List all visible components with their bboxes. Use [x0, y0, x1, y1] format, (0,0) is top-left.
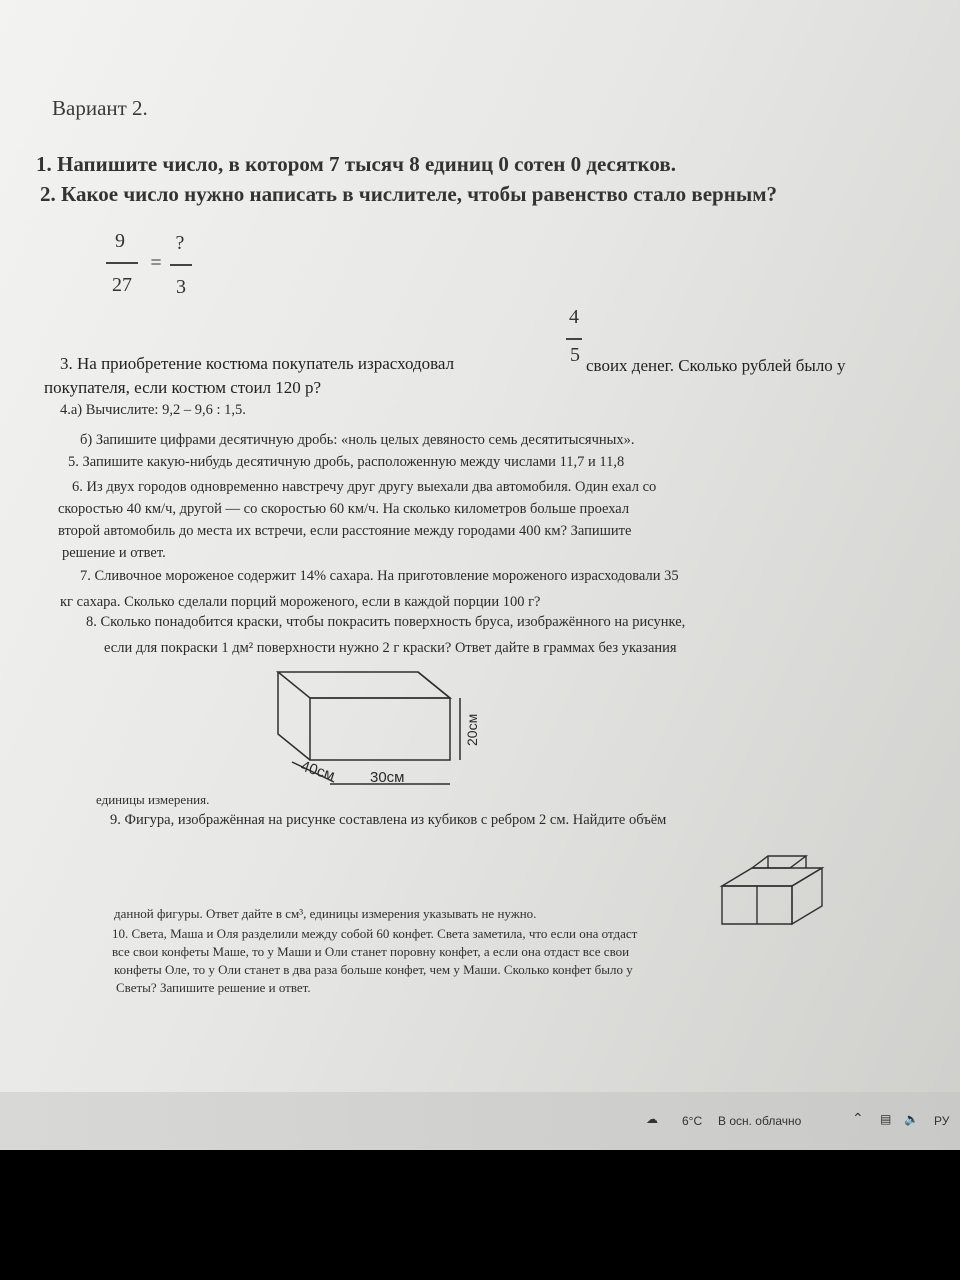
question-7-line1: 7. Сливочное мороженое содержит 14% сахара. На приготовление мороженого израсходовали 35	[80, 568, 679, 584]
q2-left-denominator: 27	[112, 274, 132, 296]
width-label: 30см	[370, 769, 405, 786]
question-3-part1: 3. На приобретение костюма покупатель израсходовал	[60, 354, 455, 373]
q2-equals-sign: =	[150, 252, 162, 274]
question-4b: б) Запишите цифрами десятичную дробь: «ноль целых девяносто семь десятитысячных».	[80, 432, 635, 448]
q2-right-fraction-bar	[170, 264, 192, 266]
temperature[interactable]: 6°C	[682, 1114, 703, 1128]
question-8-tail: единицы измерения.	[96, 792, 210, 807]
q2-right-numerator: ?	[175, 232, 185, 254]
question-10-line2: все свои конфеты Маше, то у Маши и Оли станет поровну конфет, а если она отдаст все свои	[112, 944, 630, 959]
question-10-line4: Светы? Запишите решение и ответ.	[116, 980, 311, 995]
q2-left-numerator: 9	[115, 230, 125, 252]
question-4a: 4.а) Вычислите: 9,2 – 9,6 : 1,5.	[60, 402, 246, 418]
box-front-face	[310, 698, 450, 760]
question-2: 2. Какое число нужно написать в числителе, чтобы равенство стало верным?	[40, 182, 778, 206]
question-6-line4: решение и ответ.	[62, 545, 166, 561]
taskbar	[0, 1092, 960, 1150]
question-1: 1. Напишите число, в котором 7 тысяч 8 единиц 0 сотен 0 десятков.	[36, 152, 676, 176]
top-cube-top	[752, 856, 806, 868]
variant-title: Вариант 2.	[52, 96, 148, 120]
q3-fraction-denominator: 5	[570, 344, 580, 366]
q9-cubes-figure	[716, 850, 826, 930]
cubes-side-face	[792, 868, 822, 924]
length-label: 40см	[298, 757, 337, 785]
box-top-face	[278, 672, 450, 698]
question-7-line2: кг сахара. Сколько сделали порций мороженого, если в каждой порции 100 г?	[60, 594, 541, 610]
question-8-line2: если для покраски 1 дм² поверхности нужно 2 г краски? Ответ дайте в граммах без указания	[104, 640, 677, 656]
q3-fraction-bar	[566, 338, 582, 340]
question-6-line2: скоростью 40 км/ч, другой — со скоростью 60 км/ч. На сколько километров больше проехал	[58, 501, 630, 517]
question-6-line3: второй автомобиль до места их встречи, если расстояние между городами 400 км? Запишите	[58, 523, 632, 539]
q8-box-figure	[270, 662, 500, 802]
question-10-line1: 10. Света, Маша и Оля разделили между собой 60 конфет. Света заметила, что если она отдаст	[112, 926, 638, 941]
network-icon[interactable]: ▤	[880, 1112, 892, 1126]
height-label: 20см	[464, 713, 480, 746]
question-9-line1: 9. Фигура, изображённая на рисунке составлена из кубиков с ребром 2 см. Найдите объём	[110, 812, 667, 828]
question-6-line1: 6. Из двух городов одновременно навстречу друг другу выехали два автомобиля. Один ехал со	[72, 479, 657, 495]
question-3-part2: своих денег. Сколько рублей было у	[586, 356, 846, 375]
weather-icon[interactable]: ☁	[646, 1112, 658, 1126]
question-8-line1: 8. Сколько понадобится краски, чтобы покрасить поверхность бруса, изображённого на рисунке,	[86, 614, 686, 630]
box-back-edge	[418, 672, 450, 698]
question-10-line3: конфеты Оле, то у Оли станет в два раза больше конфет, чем у Маши. Сколько конфет было у	[114, 962, 633, 977]
q2-left-fraction-bar	[106, 262, 138, 264]
chevron-up-icon[interactable]: ⌃	[852, 1110, 864, 1126]
q3-fraction-numerator: 4	[569, 306, 579, 328]
question-3-line2: покупателя, если костюм стоил 120 р?	[44, 378, 322, 397]
speaker-icon[interactable]: 🔈	[904, 1112, 919, 1126]
question-5: 5. Запишите какую-нибудь десятичную дробь, расположенную между числами 11,7 и 11,8	[68, 454, 625, 470]
q2-right-denominator: 3	[176, 276, 186, 298]
language-indicator[interactable]: РУ	[934, 1114, 950, 1128]
question-9-line2: данной фигуры. Ответ дайте в см³, единицы измерения указывать не нужно.	[114, 906, 537, 921]
weather-text[interactable]: В осн. облачно	[718, 1114, 802, 1128]
